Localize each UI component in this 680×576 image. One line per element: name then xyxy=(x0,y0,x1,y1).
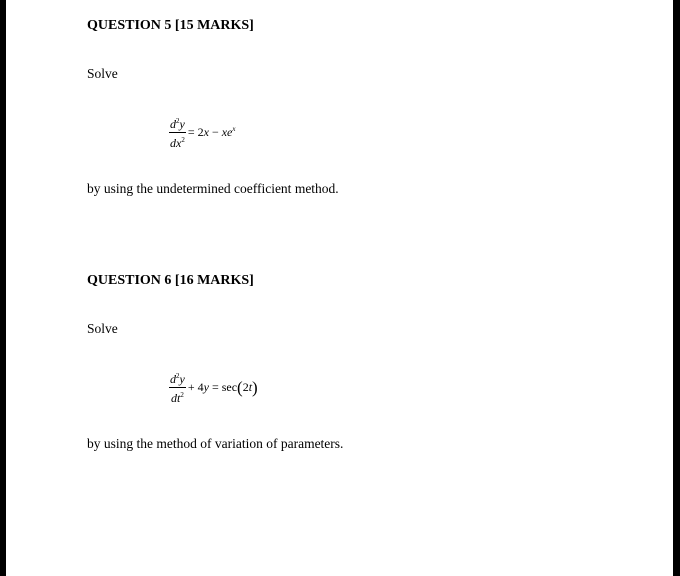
equation-rhs: = $2x - xe^x$ xyxy=(187,125,236,139)
fraction-denominator: $dx^2$ xyxy=(170,136,185,150)
question-6-title: QUESTION 6 [16 MARKS] xyxy=(87,273,254,288)
question-6-equation xyxy=(169,370,258,405)
fraction-numerator: $d^2y$ xyxy=(170,372,185,386)
derivative-fraction xyxy=(169,115,186,150)
question-5-instruction: Solve xyxy=(87,66,118,81)
fraction-denominator: $dt^2$ xyxy=(170,391,184,405)
equation-rhs: + 4y = sec(2t) xyxy=(187,378,258,397)
fraction-numerator: $d^2y$ xyxy=(170,117,185,131)
question-6-method: by using the method of variation of parameters. xyxy=(87,436,344,451)
question-5-title: QUESTION 5 [15 MARKS] xyxy=(87,18,254,33)
derivative-fraction xyxy=(169,370,186,405)
question-5-equation xyxy=(169,115,235,150)
document-page xyxy=(6,0,673,576)
question-6-instruction: Solve xyxy=(87,321,118,336)
question-5-method: by using the undetermined coefficient method. xyxy=(87,181,339,196)
